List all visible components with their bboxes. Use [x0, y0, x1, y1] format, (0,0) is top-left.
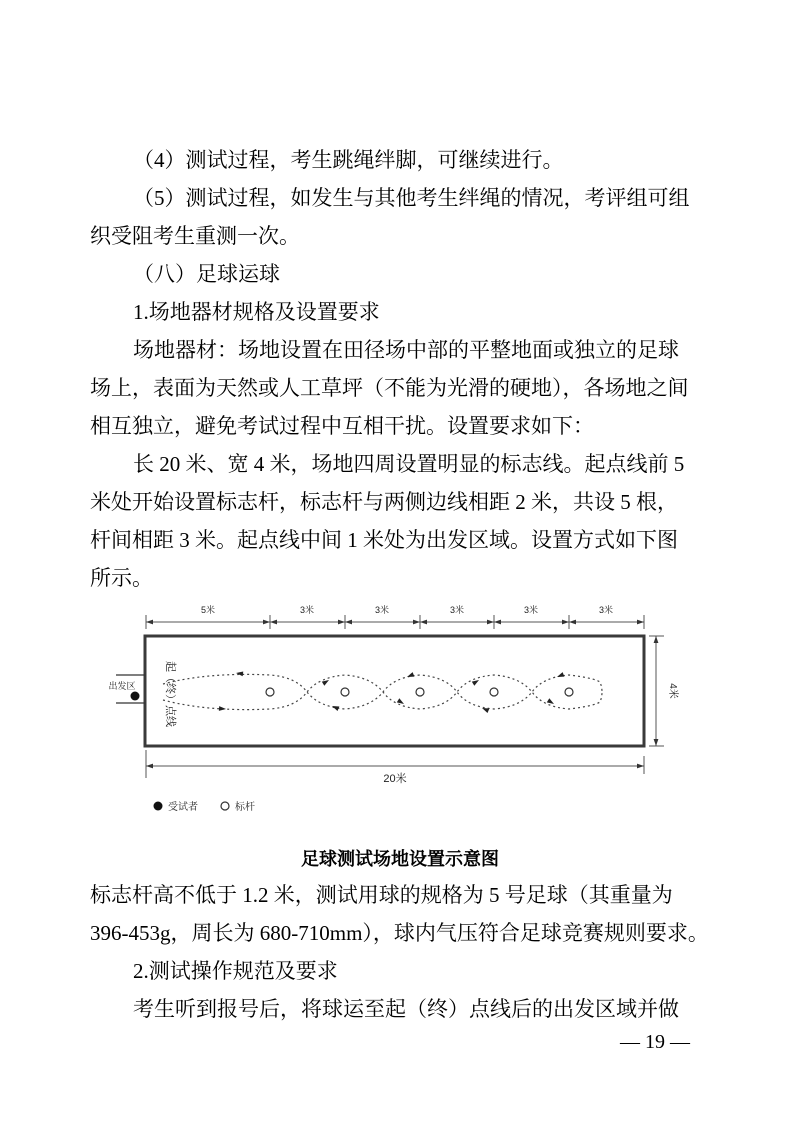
- start-area-label: 出发区: [108, 681, 136, 691]
- text-line: 1.场地器材规格及设置要求: [133, 300, 380, 324]
- marker-pole: [341, 688, 349, 696]
- legend-label-test-taker: 受试者: [168, 802, 198, 813]
- text-line: 织受阻考生重测一次。: [90, 224, 300, 248]
- figure-caption: 足球测试场地设置示意图: [301, 849, 499, 869]
- field-diagram: [108, 598, 688, 835]
- dim-label: 3米: [449, 605, 465, 615]
- body-text-lower: [90, 876, 740, 1028]
- legend-open-circle-icon: [221, 802, 229, 810]
- text-line: 杆间相距 3 米。起点线中间 1 米处为出发区域。设置方式如下图: [90, 528, 678, 552]
- length-dimension: [146, 750, 644, 785]
- test-taker-dot: [131, 692, 140, 701]
- marker-pole: [565, 688, 573, 696]
- text-line: 所示。: [90, 566, 153, 590]
- start-area: [108, 661, 178, 727]
- dim-label: 3米: [374, 605, 390, 615]
- text-line: 相互独立，避免考试过程中互相干扰。设置要求如下：: [90, 414, 594, 438]
- text-line: 场上，表面为天然或人工草坪（不能为光滑的硬地），各场地之间: [90, 376, 689, 400]
- marker-pole: [266, 688, 274, 696]
- start-finish-line-label: 起（终）点线: [164, 661, 176, 727]
- marker-pole: [490, 688, 498, 696]
- width-label: 4米: [667, 683, 678, 699]
- page-number: — 19 —: [620, 1031, 690, 1053]
- text-line: 标志杆高不低于 1.2 米，测试用球的规格为 5 号足球（其重量为: [90, 883, 673, 907]
- dim-label: 3米: [523, 605, 539, 615]
- text-line: 米处开始设置标志杆，标志杆与两侧边线相距 2 米，共设 5 根，: [90, 490, 678, 514]
- length-label: 20米: [383, 773, 407, 785]
- text-line: 2.测试操作规范及要求: [133, 959, 338, 983]
- text-line: 396-453g，周长为 680-710mm），球内气压符合足球竞赛规则要求。: [90, 921, 709, 945]
- text-line: 长 20 米、宽 4 米，场地四周设置明显的标志线。起点线前 5: [133, 452, 685, 476]
- body-text-upper: [90, 141, 740, 597]
- top-dimension: [146, 604, 644, 629]
- diagram-legend: [154, 800, 256, 813]
- text-line: （八）足球运球: [133, 262, 280, 286]
- dim-label: 3米: [299, 605, 315, 615]
- legend-label-pole: 标杆: [235, 802, 255, 813]
- marker-pole: [416, 688, 424, 696]
- width-dimension: [649, 636, 680, 746]
- text-line: （5）测试过程，如发生与其他考生绊绳的情况，考评组可组: [133, 186, 690, 210]
- dim-label: 5米: [200, 605, 216, 615]
- text-line: 考生听到报号后，将球运至起（终）点线后的出发区域并做: [133, 997, 679, 1021]
- dim-label: 3米: [598, 605, 614, 615]
- field-diagram-svg: [108, 598, 688, 835]
- text-line: （4）测试过程，考生跳绳绊脚，可继续进行。: [133, 148, 564, 172]
- legend-filled-circle-icon: [154, 802, 163, 811]
- text-line: 场地器材：场地设置在田径场中部的平整地面或独立的足球: [133, 338, 679, 362]
